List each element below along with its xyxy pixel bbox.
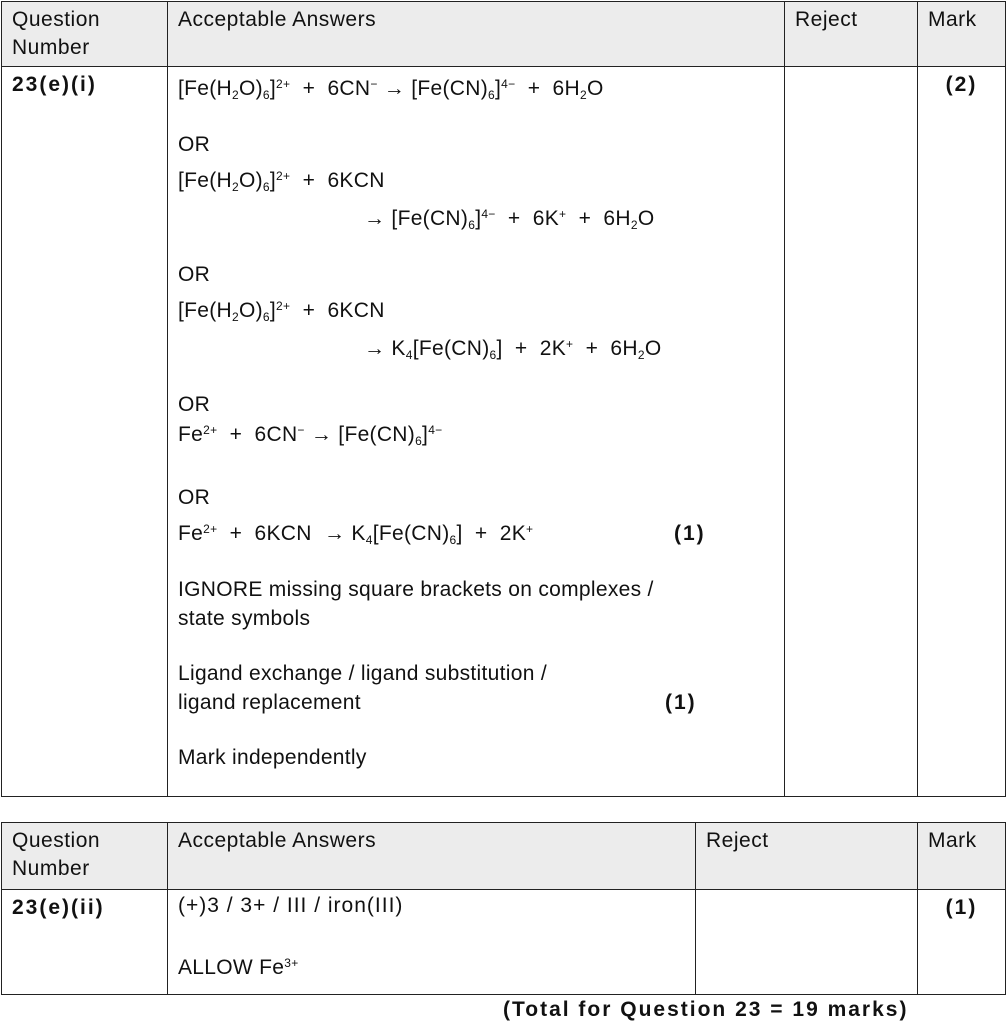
header-mark: Mark — [918, 823, 1006, 890]
allow-line: ALLOW $Fe^{3+}$ — [178, 955, 299, 979]
or-label: OR — [178, 486, 211, 509]
header-mark: Mark — [918, 2, 1006, 67]
mark-one-equation: (1) — [674, 522, 706, 545]
header-reject: Reject — [696, 823, 918, 890]
header-acceptable-answers: Acceptable Answers — [168, 823, 696, 890]
or-label: OR — [178, 393, 211, 416]
equation-2-part-1: $[Fe(H_2O)_6]^{2+} + 6KCN$ — [178, 168, 385, 195]
mark-one-ligand: (1) — [665, 691, 697, 714]
equation-1: $[Fe(H_2O)_6]^{2+} + 6CN^- \to [Fe(CN)_6]^{4-} + 6H_2O$ — [178, 76, 604, 103]
mark-cell: (1) — [918, 890, 1006, 995]
mark-independently-note: Mark independently — [178, 746, 367, 769]
header-acceptable-answers: Acceptable Answers — [168, 2, 785, 67]
acceptable-answers-cell — [168, 67, 785, 797]
ligand-line-2: ligand replacement — [178, 691, 361, 714]
question-number-cell: 23(e)(i) — [2, 67, 168, 797]
equation-3-part-1: $[Fe(H_2O)_6]^{2+} + 6KCN$ — [178, 298, 385, 325]
or-label: OR — [178, 133, 211, 156]
mark-scheme-table-1 — [1, 1, 1006, 797]
acceptable-answers-cell — [168, 890, 696, 995]
header-question-number: Question Number — [2, 2, 168, 67]
equation-5: $Fe^{2+} + 6KCN \to K_4[Fe(CN)_6] + 2K^+$ — [178, 521, 534, 548]
or-label: OR — [178, 263, 211, 286]
ignore-note-line-1: IGNORE missing square brackets on complexes / — [178, 578, 654, 601]
ligand-line-1: Ligand exchange / ligand substitution / — [178, 662, 547, 685]
mark-scheme-table-2 — [1, 822, 1006, 995]
mark-cell: (2) — [918, 67, 1006, 797]
reject-cell — [696, 890, 918, 995]
equation-4: $Fe^{2+} + 6CN^- \to [Fe(CN)_6]^{4-}$ — [178, 422, 443, 449]
answer-line: (+)3 / 3+ / III / iron(III) — [178, 894, 404, 917]
header-question-number: Question Number — [2, 823, 168, 890]
equation-2-part-2: → $[Fe(CN)_6]^{4-} + 6K^+ + 6H_2O$ — [364, 206, 655, 233]
question-number-cell: 23(e)(ii) — [2, 890, 168, 995]
ignore-note-line-2: state symbols — [178, 607, 311, 630]
equation-3-part-2: → $K_4[Fe(CN)_6] + 2K^+ + 6H_2O$ — [364, 336, 662, 363]
header-reject: Reject — [785, 2, 918, 67]
reject-cell — [785, 67, 918, 797]
question-total: (Total for Question 23 = 19 marks) — [503, 998, 909, 1021]
